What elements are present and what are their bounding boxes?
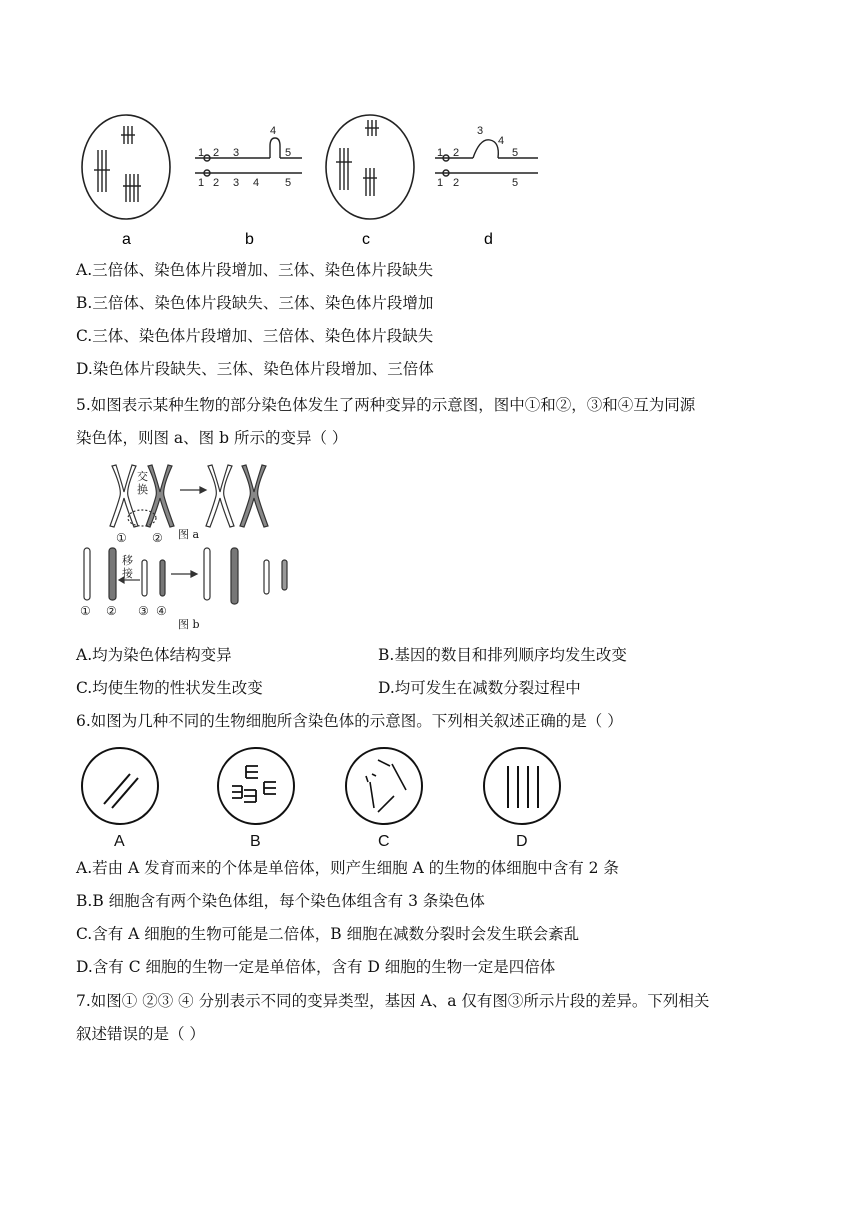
b-bottom-3: 3 [233, 177, 240, 189]
cell-a [82, 115, 170, 219]
d-bottom-2: 2 [453, 177, 460, 189]
label-c: c [362, 231, 370, 248]
q7-stem-line2: 叙述错误的是（ ） [76, 1025, 205, 1043]
q5-option-c: C.均使生物的性状发生改变 [76, 679, 263, 697]
label-d: d [484, 231, 493, 248]
b-bottom-2: 2 [213, 177, 220, 189]
cell-label-a: A [114, 833, 125, 850]
d-bottom-1: 1 [437, 177, 444, 189]
q6-option-c: C.含有 A 细胞的生物可能是二倍体，B 细胞在减数分裂时会发生联会紊乱 [76, 925, 580, 943]
q4-option-a: A.三倍体、染色体片段增加、三体、染色体片段缺失 [76, 261, 434, 279]
b-top-3: 3 [233, 147, 240, 159]
q6-option-d: D.含有 C 细胞的生物一定是单倍体，含有 D 细胞的生物一定是四倍体 [76, 958, 556, 976]
move-label-1: 移 [122, 555, 133, 567]
d-top-4: 4 [498, 135, 505, 147]
diagram-d [435, 140, 538, 176]
b-top-2: 2 [213, 147, 220, 159]
b-bottom-4: 4 [253, 177, 260, 189]
d-top-1: 1 [437, 147, 444, 159]
q4-option-b: B.三倍体、染色体片段缺失、三体、染色体片段增加 [76, 294, 434, 312]
b-top-4: 4 [270, 125, 277, 137]
fig-b-num-3: ③ [138, 604, 149, 618]
b-top-1: 1 [198, 147, 205, 159]
q6-stem: 6.如图为几种不同的生物细胞所含染色体的示意图。下列相关叙述正确的是（ ） [76, 712, 623, 730]
cell-label-b: B [250, 833, 261, 850]
fig-a-num-2: ② [152, 531, 163, 544]
cell-label-d: D [516, 833, 528, 850]
label-b: b [245, 231, 254, 248]
b-top-5: 5 [285, 147, 292, 159]
exchange-label-1: 交 [137, 471, 148, 483]
q6-option-b: B.B 细胞含有两个染色体组，每个染色体组含有 3 条染色体 [76, 892, 485, 910]
fig-b-caption: 图 b [178, 618, 200, 631]
exchange-label-2: 换 [137, 484, 148, 496]
move-label-2: 接 [122, 568, 133, 580]
fig-b-num-1: ① [80, 604, 91, 618]
d-bottom-5: 5 [512, 177, 519, 189]
cell-c [326, 115, 414, 219]
q5-option-b: B.基因的数目和排列顺序均发生改变 [378, 646, 627, 664]
figure-5b-translocation [76, 544, 296, 618]
figure-1-chromosome-variation [80, 110, 550, 250]
label-a: a [122, 231, 131, 248]
cell-label-c: C [378, 833, 390, 850]
fig-a-num-1: ① [116, 531, 127, 544]
q5-option-a: A.均为染色体结构变异 [76, 646, 232, 664]
q5-option-d: D.均可发生在减数分裂过程中 [378, 679, 581, 697]
figure-6-cells [78, 746, 568, 852]
b-bottom-1: 1 [198, 177, 205, 189]
fig-b-num-2: ② [106, 604, 117, 618]
d-top-5: 5 [512, 147, 519, 159]
q4-option-d: D.染色体片段缺失、三体、染色体片段增加、三倍体 [76, 360, 434, 378]
q5-stem-line2: 染色体，则图 a、图 b 所示的变异（ ） [76, 429, 348, 447]
d-top-2: 2 [453, 147, 460, 159]
q7-stem-line1: 7.如图① ②③ ④ 分别表示不同的变异类型，基因 A、a 仅有图③所示片段的差异。下列相关 [76, 992, 710, 1010]
q5-stem-line1: 5.如图表示某种生物的部分染色体发生了两种变异的示意图，图中①和②，③和④互为同源 [76, 396, 696, 414]
fig-b-num-4: ④ [156, 604, 167, 618]
fig-a-caption: 图 a [178, 528, 200, 541]
d-top-3: 3 [477, 125, 484, 137]
b-bottom-5: 5 [285, 177, 292, 189]
q4-option-c: C.三体、染色体片段增加、三倍体、染色体片段缺失 [76, 327, 434, 345]
q6-option-a: A.若由 A 发育而来的个体是单倍体，则产生细胞 A 的生物的体细胞中含有 2 条 [76, 859, 619, 877]
